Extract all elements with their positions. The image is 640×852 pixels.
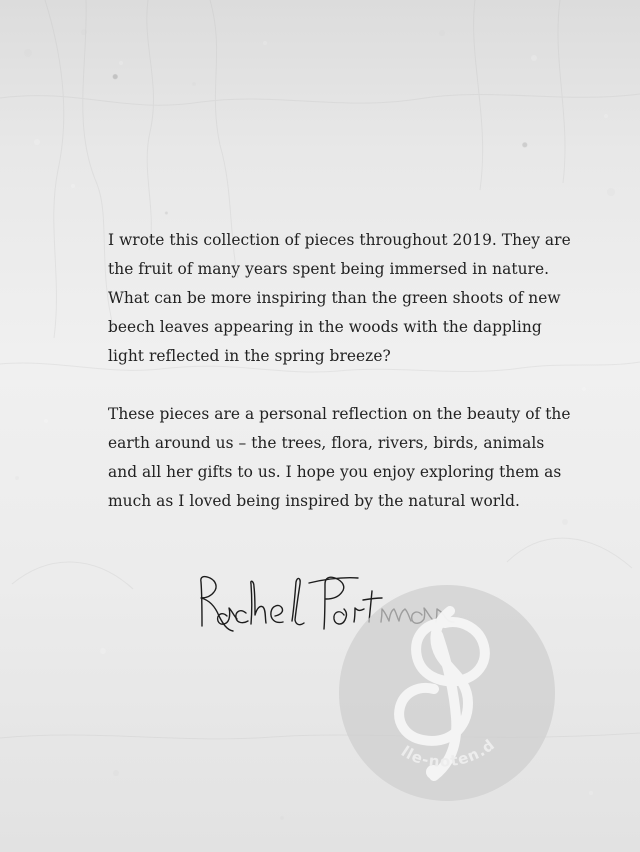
watermark-text: lle-noten.d — [397, 735, 499, 771]
paragraph-1-line-3: What can be more inspiring than the green shoots of new — [108, 289, 561, 307]
paragraph-2-line-2: earth around us – the trees, flora, rivers, birds, animals — [108, 434, 545, 452]
paragraph-2-line-3: and all her gifts to us. I hope you enjoy exploring them as — [108, 463, 562, 481]
intro-text-block — [108, 226, 571, 516]
watermark-badge — [339, 585, 555, 801]
paragraph-1-line-1: I wrote this collection of pieces throughout 2019. They are — [108, 231, 571, 249]
paragraph-1-line-5: light reflected in the spring breeze? — [108, 347, 391, 365]
paragraph-gap — [108, 371, 534, 400]
paragraph-1-line-4: beech leaves appearing in the woods with the dappling — [108, 318, 542, 336]
paragraph-1-line-2: the fruit of many years spent being immersed in nature. — [108, 260, 550, 278]
treble-clef-icon — [339, 585, 555, 801]
paragraph-2-line-1: These pieces are a personal reflection on the beauty of the — [108, 405, 571, 423]
paragraph-2-line-4: much as I loved being inspired by the natural world. — [108, 492, 520, 510]
